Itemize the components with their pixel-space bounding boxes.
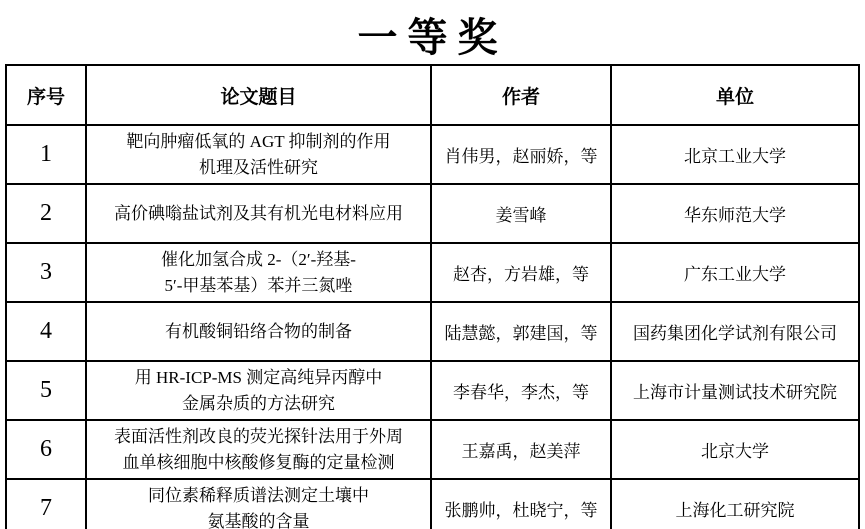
paper-title-cell bbox=[86, 125, 431, 184]
paper-title-line: 5′-甲基苯基）苯并三氮唑 bbox=[164, 275, 353, 295]
paper-title-line: 靶向肿瘤低氧的 AGT 抑制剂的作用 bbox=[126, 131, 391, 151]
paper-title-cell bbox=[86, 420, 431, 479]
table-row bbox=[6, 184, 859, 243]
paper-title-cell bbox=[86, 243, 431, 302]
authors-cell: 陆慧懿，郭建国，等 bbox=[431, 302, 611, 361]
authors-cell: 赵杏，方岩雄，等 bbox=[431, 243, 611, 302]
org-cell: 广东工业大学 bbox=[611, 243, 859, 302]
header-authors: 作者 bbox=[431, 65, 611, 125]
authors-cell: 姜雪峰 bbox=[431, 184, 611, 243]
paper-title-line: 血单核细胞中核酸修复酶的定量检测 bbox=[122, 452, 395, 472]
authors-cell: 王嘉禹，赵美萍 bbox=[431, 420, 611, 479]
org-cell: 北京工业大学 bbox=[611, 125, 859, 184]
table-row bbox=[6, 479, 859, 529]
row-number-cell: 4 bbox=[6, 302, 86, 361]
table-body bbox=[6, 125, 859, 529]
authors-cell: 肖伟男，赵丽娇，等 bbox=[431, 125, 611, 184]
paper-title-line: 有机酸铜铅络合物的制备 bbox=[165, 321, 352, 341]
table-row bbox=[6, 243, 859, 302]
table-row bbox=[6, 420, 859, 479]
header-org: 单位 bbox=[611, 65, 859, 125]
paper-title-cell bbox=[86, 302, 431, 361]
header-row bbox=[6, 65, 859, 125]
paper-title-line: 用 HR-ICP-MS 测定高纯异丙醇中 bbox=[134, 367, 383, 387]
paper-title-line: 同位素稀释质谱法测定土壤中 bbox=[148, 485, 369, 505]
org-cell: 华东师范大学 bbox=[611, 184, 859, 243]
org-cell: 北京大学 bbox=[611, 420, 859, 479]
paper-title-cell bbox=[86, 184, 431, 243]
table-row bbox=[6, 302, 859, 361]
row-number-cell: 5 bbox=[6, 361, 86, 420]
table-row bbox=[6, 125, 859, 184]
paper-title-line: 催化加氢合成 2-（2′-羟基- bbox=[161, 249, 356, 269]
header-number: 序号 bbox=[6, 65, 86, 125]
row-number-cell: 7 bbox=[6, 479, 86, 529]
row-number-cell: 6 bbox=[6, 420, 86, 479]
paper-title-line: 金属杂质的方法研究 bbox=[182, 393, 335, 413]
header-paper-title: 论文题目 bbox=[86, 65, 431, 125]
paper-title-cell bbox=[86, 361, 431, 420]
paper-title-line: 高价碘嗡盐试剂及其有机光电材料应用 bbox=[114, 203, 403, 223]
paper-title-cell bbox=[86, 479, 431, 529]
table-header bbox=[6, 65, 859, 125]
authors-cell: 张鹏帅，杜晓宁，等 bbox=[431, 479, 611, 529]
authors-cell: 李春华，李杰，等 bbox=[431, 361, 611, 420]
row-number-cell: 2 bbox=[6, 184, 86, 243]
org-cell: 上海化工研究院 bbox=[611, 479, 859, 529]
row-number-cell: 1 bbox=[6, 125, 86, 184]
org-cell: 国药集团化学试剂有限公司 bbox=[611, 302, 859, 361]
paper-title-line: 氨基酸的含量 bbox=[207, 511, 310, 529]
paper-title-line: 机理及活性研究 bbox=[199, 157, 318, 177]
paper-title-line: 表面活性剂改良的荧光探针法用于外周 bbox=[114, 426, 403, 446]
awards-table bbox=[5, 64, 860, 529]
row-number-cell: 3 bbox=[6, 243, 86, 302]
org-cell: 上海市计量测试技术研究院 bbox=[611, 361, 859, 420]
page-title: 一等奖 bbox=[357, 15, 508, 60]
table-row bbox=[6, 361, 859, 420]
